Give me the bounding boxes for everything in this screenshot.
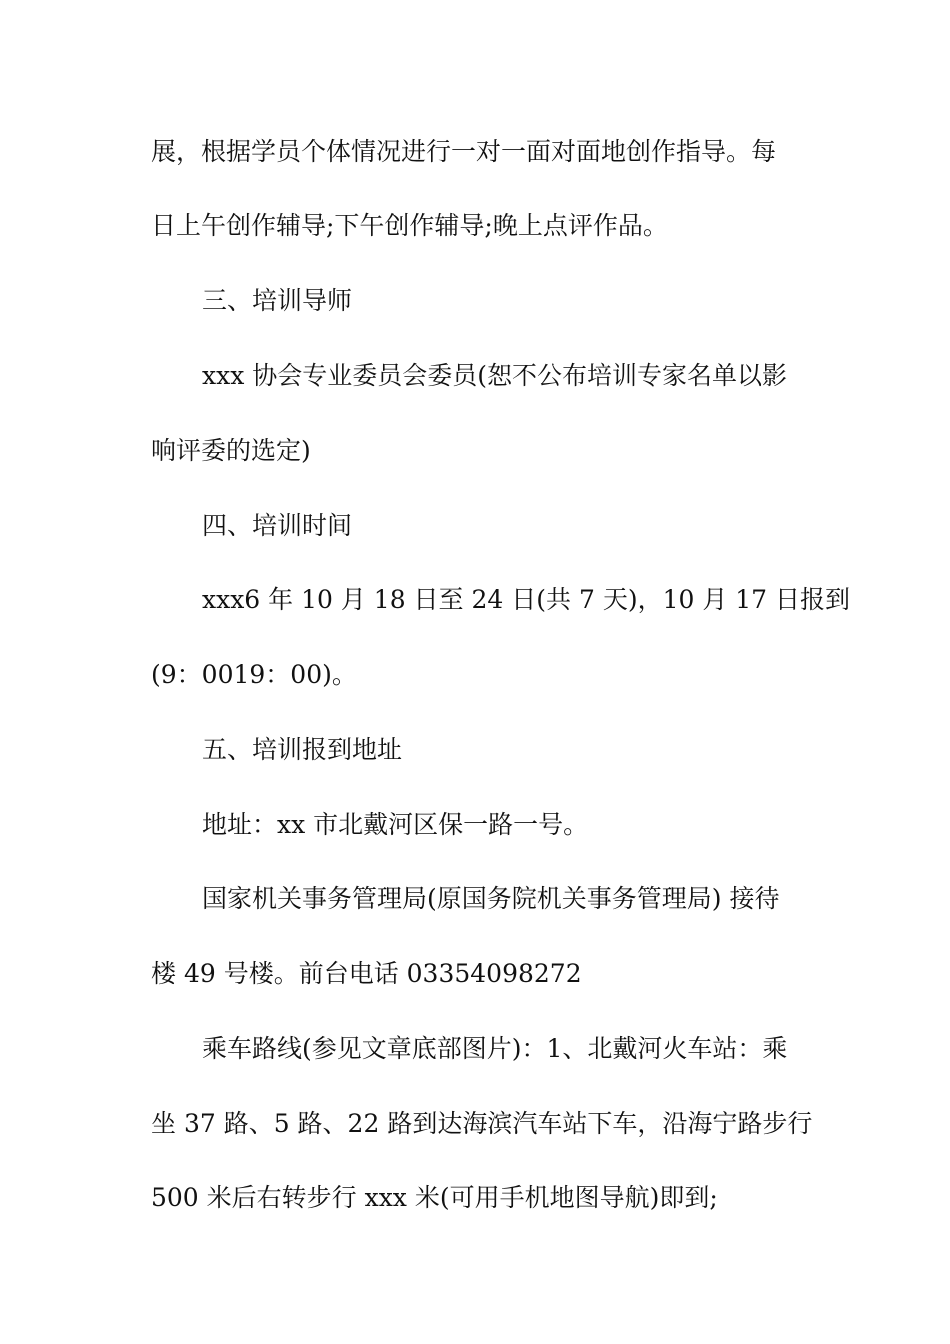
paragraph-line: 坐 37 路、5 路、22 路到达海滨汽车站下车，沿海宁路步行 <box>151 1109 813 1138</box>
paragraph-line: xxx6 年 10 月 18 日至 24 日(共 7 天)，10 月 17 日报到 <box>202 585 851 614</box>
paragraph-line: 国家机关事务管理局(原国务院机关事务管理局) 接待 <box>202 884 780 913</box>
paragraph-line: 日上午创作辅导;下午创作辅导;晚上点评作品。 <box>151 211 668 240</box>
paragraph-line: 地址：xx 市北戴河区保一路一号。 <box>202 810 589 839</box>
paragraph-line: 楼 49 号楼。前台电话 03354098272 <box>151 959 582 988</box>
section-heading-time: 四、培训时间 <box>202 511 353 540</box>
paragraph-line: xxx 协会专业委员会委员(恕不公布培训专家名单以影 <box>202 361 787 390</box>
paragraph-line: 500 米后右转步行 xxx 米(可用手机地图导航)即到; <box>151 1183 718 1212</box>
paragraph-line: (9：0019：00)。 <box>151 660 357 689</box>
paragraph-line: 乘车路线(参见文章底部图片)：1、北戴河火车站：乘 <box>202 1034 788 1063</box>
section-heading-address: 五、培训报到地址 <box>202 735 403 764</box>
paragraph-line: 响评委的选定) <box>151 436 311 465</box>
section-heading-instructors: 三、培训导师 <box>202 286 353 315</box>
paragraph-line: 展，根据学员个体情况进行一对一面对面地创作指导。每 <box>151 137 777 166</box>
